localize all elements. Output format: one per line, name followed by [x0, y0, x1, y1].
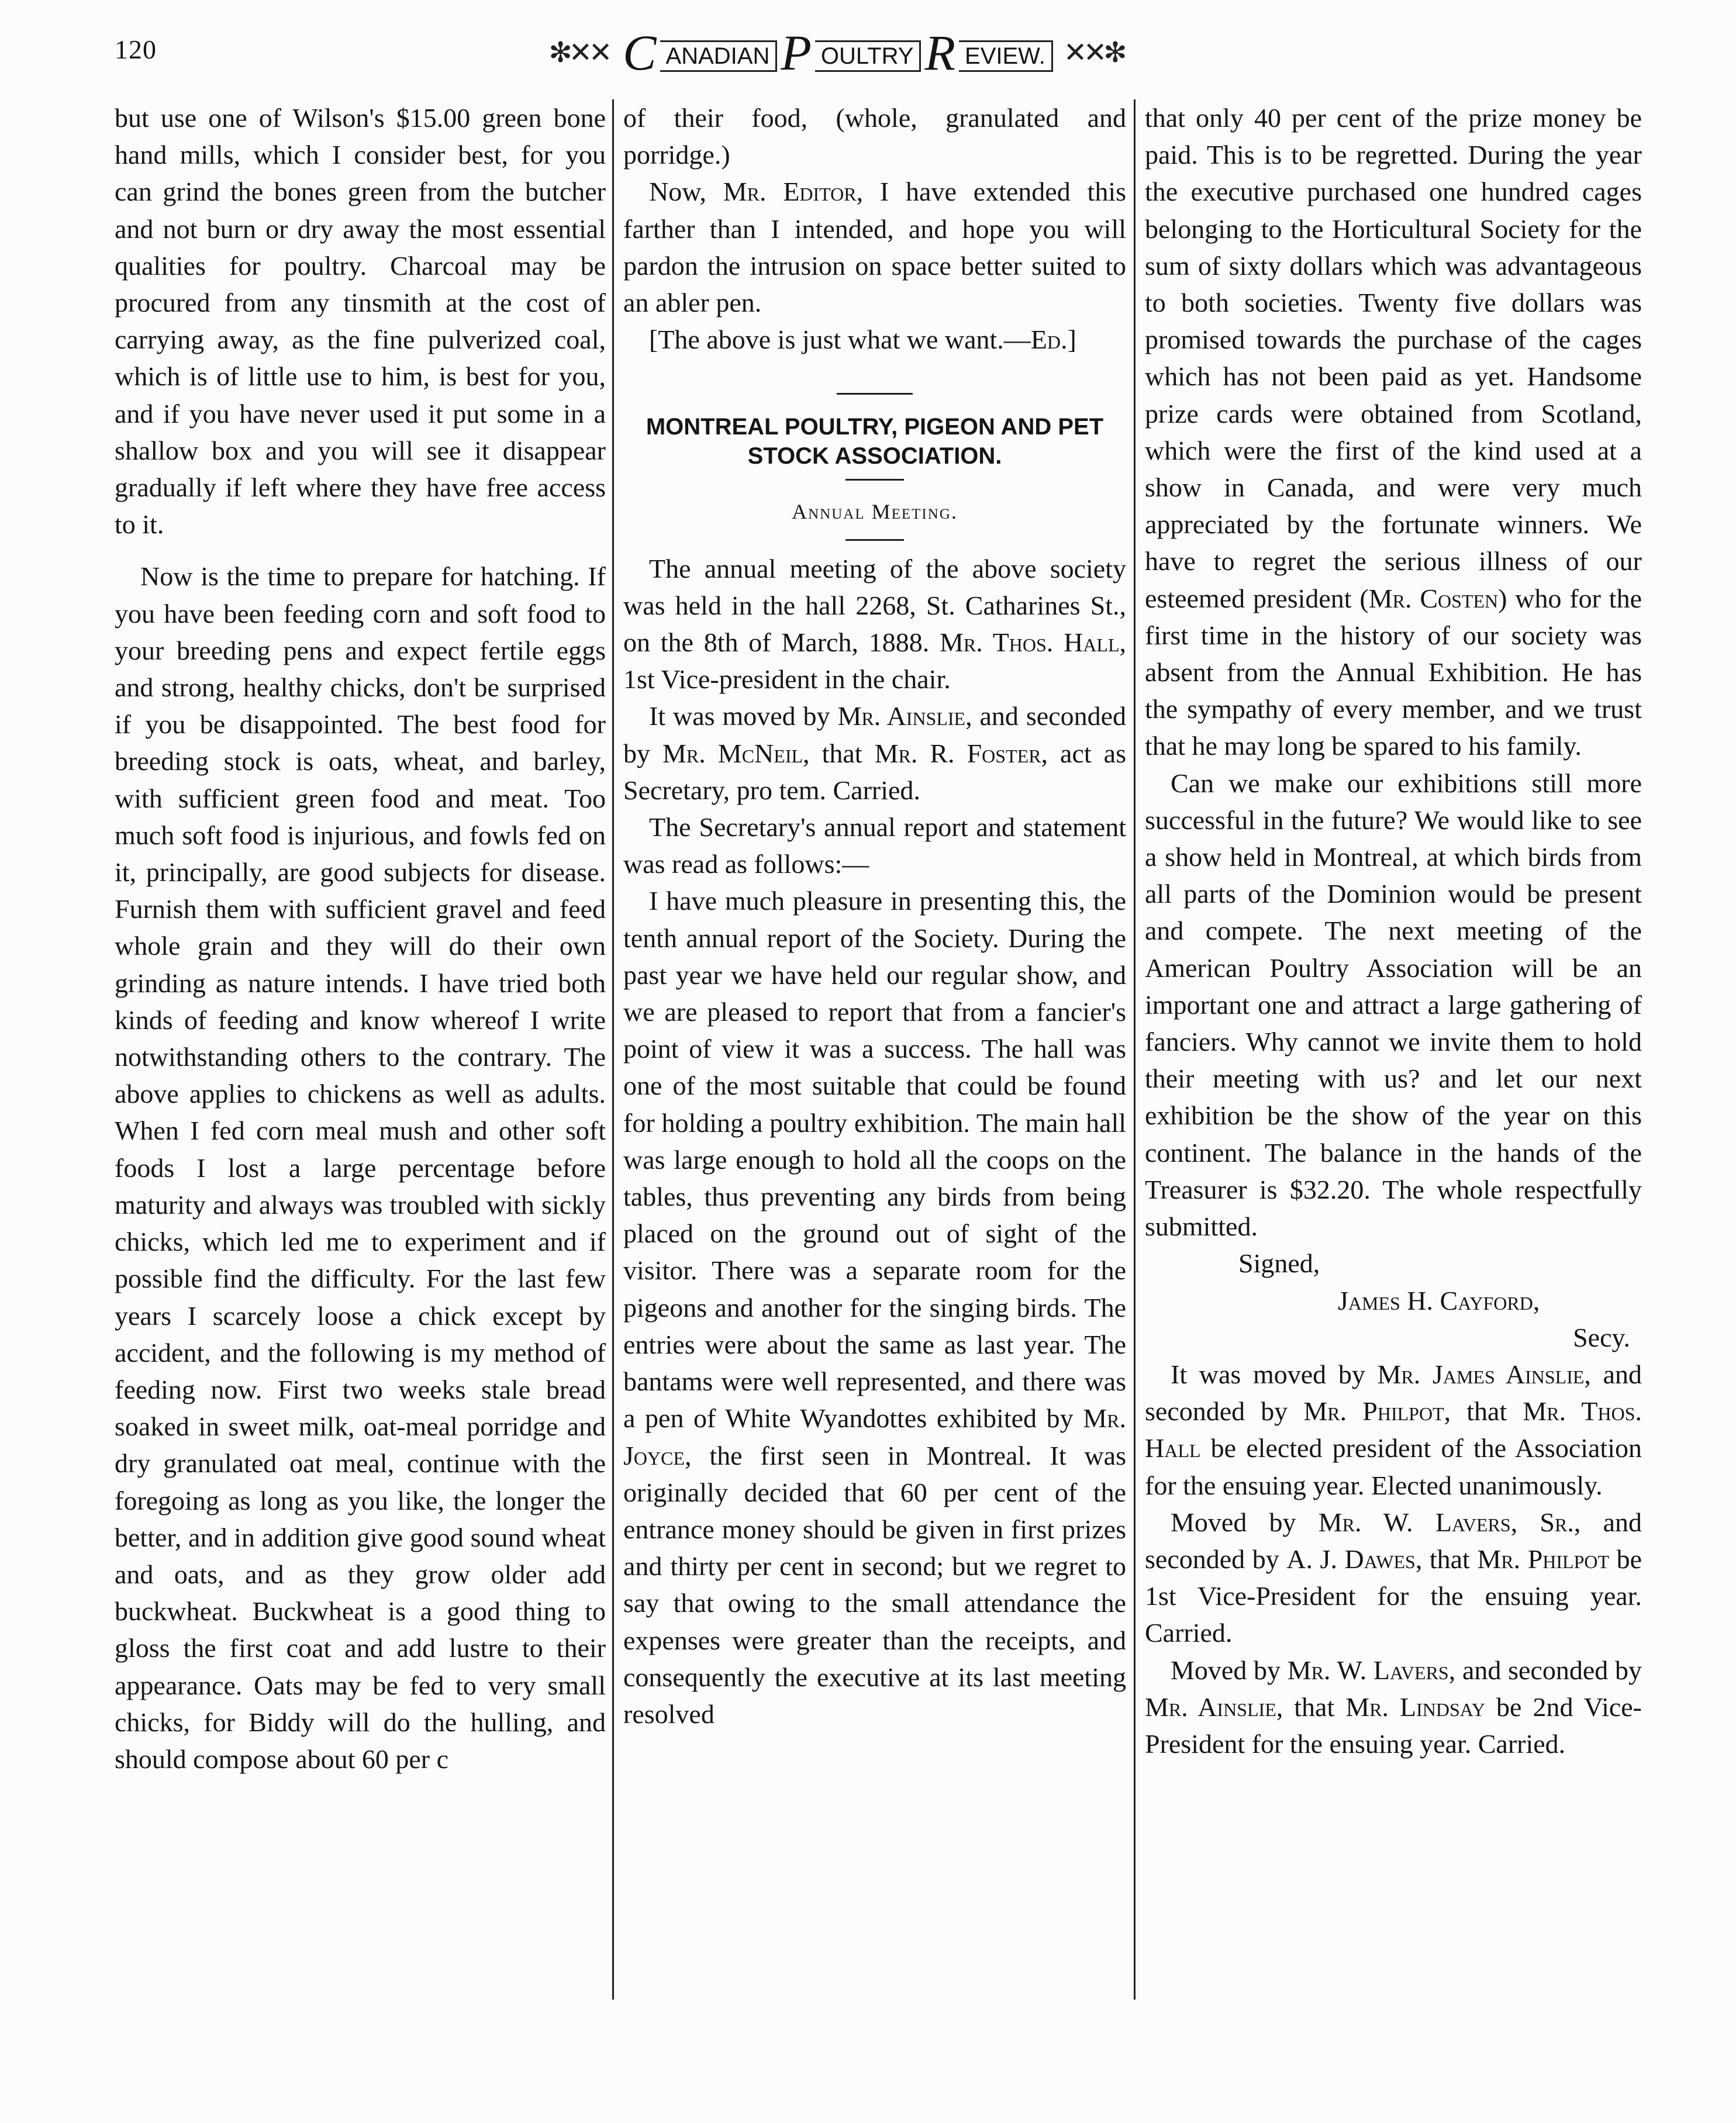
column-rule-1: [612, 99, 614, 2000]
paragraph: of their food, (whole, granulated and porridge.): [623, 103, 1126, 170]
paragraph: Moved by Mr. W. Lavers, and seconded by Mr. Ainslie, that Mr. Lindsay be 2nd Vice-President for the ensuing year. Carried.: [1145, 1655, 1642, 1759]
title-initial-r: R: [924, 25, 956, 81]
paragraph: I have much pleasure in presenting this, the tenth annual report of the Society. During the past year we have held our regular show, and we are pleased to report that from a fancier's point of view it was a success. The hall was one of the most suitable that could be found for holding a poultry exhibition. The main hall was large enough to hold all the coops on the tables, thus preventing any birds from being placed on the ground out of sight of the visitor. There was a separate room for the pigeons and another for the singing birds. The entries were about the same as last year. The bantams were well represented, and there was a pen of White Wyandottes exhibited by Mr. Joyce, the first seen in Montreal. It was originally decided that 60 per cent of the entrance money should be given in first prizes and thirty per cent in second; but we regret to say that owing to the small attendance the expenses were greater than the receipts, and consequently the executive at its last meeting resolved: [623, 886, 1126, 1729]
paragraph: Now, Mr. Editor, I have extended this farther than I intended, and hope you will pardon the intrusion on space better suited to an abler pen.: [623, 177, 1126, 318]
paragraph: It was moved by Mr. Ainslie, and seconded by Mr. McNeil, that Mr. R. Foster, act as Secretary, pro tem. Carried.: [623, 701, 1126, 805]
paragraph: that only 40 per cent of the prize money be paid. This is to be regretted. During the year the executive purchased one hundred cages belonging to the Horticultural Society for the sum of sixty dollars which was advantageous to both societies. Twenty five dollars was promised towards the purchase of the cages which has not been paid as yet. Handsome prize cards were obtained from Scotland, which were the first of the kind used at a show in Canada, and were very much appreciated by the fortunate winners. We have to regret the serious illness of our esteemed president (Mr. Costen) who for the first time in the history of our society was absent from the Annual Exhibition. He has the sympathy of every member, and we trust that he may long be spared to his family.: [1145, 103, 1642, 761]
left-ornament-icon: ✻✕✕: [548, 37, 609, 68]
paragraph: Now is the time to prepare for hatching. If you have been feeding corn and soft food to your breeding pens and expect fertile eggs and strong, healthy chicks, don't be surprised if you be disappointed. The best food for breeding stock is oats, wheat, and barley, with sufficient green food and meat. Too much soft food is injurious, and fowls fed on it, principally, are good subjects for disease. Furnish them with sufficient gravel and feed whole grain and they will do their own grinding as nature intends. I have tried both kinds of feeding and know whereof I write notwithstanding others to the contrary. The above applies to chickens as well as adults. When I fed corn meal mush and other soft foods I lost a large percentage before maturity and always was troubled with sickly chicks, which led me to experiment and if possible find the difficulty. For the last few years I scarcely loose a chick except by accident, and the following is my method of feeding now. First two weeks stale bread soaked in sweet milk, oat-meal porridge and dry granulated oat meal, continue with the foregoing as long as you like, the longer the better, and in addition give good sound wheat and oats, and as they grow older add buckwheat. Buckwheat is a good thing to gloss the first coat and add lustre to their appearance. Oats may be fed to very small chicks, for Biddy will do the hulling, and should compose about 60 per c: [115, 561, 606, 1774]
page-number: 120: [115, 34, 157, 64]
paragraph: The annual meeting of the above society was held in the hall 2268, St. Catharines St., on the 8th of March, 1888. Mr. Thos. Hall, 1st Vice-president in the chair.: [623, 553, 1126, 695]
article-heading: MONTREAL POULTRY, PIGEON AND PET STOCK ASSOCIATION.: [646, 414, 1104, 470]
subheading-divider: [845, 539, 904, 541]
article-columns: [115, 99, 1642, 2000]
signature-title: Secy.: [1573, 1322, 1630, 1352]
signature-signed: Signed,: [1238, 1248, 1320, 1279]
paragraph: but use one of Wilson's $15.00 green bone hand mills, which I consider best, for you can grind the bones green from the butcher and not burn or dry away the most essential qualities for poultry. Charcoal may be procured from any tinsmith at the cost of carrying away, as the fine pulverized coal, which is of little use to him, is best for you, and if you have never used it put some in a shallow box and you will see it disappear gradually if left where they have free access to it.: [115, 103, 606, 540]
title-initial-p: P: [781, 25, 812, 81]
column-rule-2: [1134, 99, 1136, 2000]
column-1: [115, 99, 606, 2000]
title-word-poultry: OULTRY: [815, 40, 922, 72]
masthead: [550, 23, 1123, 82]
title-word-canadian: ANADIAN: [660, 40, 778, 72]
heading-divider: [845, 479, 904, 481]
paragraph: It was moved by Mr. James Ainslie, and seconded by Mr. Philpot, that Mr. Thos. Hall be elected president of the Association for the ensuing year. Elected unanimously.: [1145, 1359, 1642, 1500]
article-subheading: Annual Meeting.: [792, 500, 958, 524]
column-3: [1145, 99, 1642, 2000]
title-word-review: EVIEW.: [959, 40, 1053, 72]
signature-name: James H. Cayford,: [1338, 1285, 1540, 1316]
editor-note: [The above is just what we want.—Ed.]: [649, 325, 1076, 355]
column-2: [623, 99, 1126, 2000]
section-divider: [837, 393, 913, 395]
paragraph: Moved by Mr. W. Lavers, Sr., and seconded by A. J. Dawes, that Mr. Philpot be 1st Vice-President for the ensuing year. Carried.: [1145, 1507, 1642, 1648]
title-initial-c: C: [623, 25, 657, 81]
paragraph: The Secretary's annual report and statement was read as follows:—: [623, 812, 1126, 879]
right-ornament-icon: ✕✕✻: [1063, 37, 1124, 68]
publication-title: [619, 25, 1053, 81]
paragraph: Can we make our exhibitions still more successful in the future? We would like to see a show held in Montreal, at which birds from all parts of the Dominion would be present and compete. The next meeting of the American Poultry Association will be an important one and attract a large gathering of fanciers. Why cannot we invite them to hold their meeting with us? and let our next exhibition be the show of the year on this continent. The balance in the hands of the Treasurer is $32.20. The whole respectfully submitted.: [1145, 768, 1642, 1242]
